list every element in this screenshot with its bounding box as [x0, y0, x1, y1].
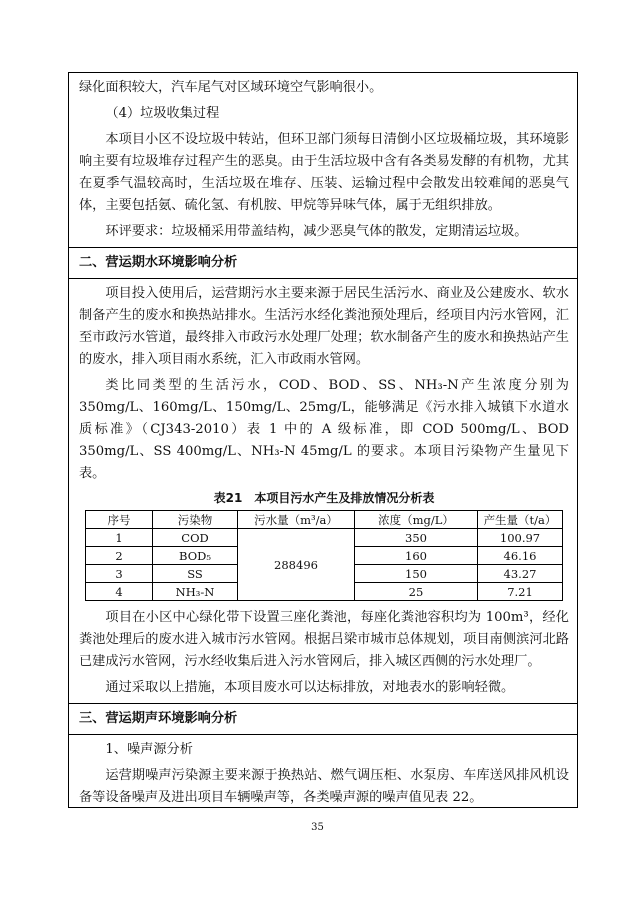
- table-header: 产生量（t/a）: [478, 511, 563, 529]
- table-cell: 46.16: [478, 547, 563, 565]
- page-number: 35: [311, 822, 324, 833]
- page-frame: [68, 72, 578, 808]
- section-heading-water: 二、营运期水环境影响分析: [79, 255, 238, 270]
- paragraph: 运营期噪声污染源主要来源于换热站、燃气调压柜、水泵房、车库送风排风机设备等设备噪声及进出项目车辆噪声等，各类噪声源的噪声值见表 22。: [79, 768, 569, 805]
- table-cell: 7.21: [478, 583, 563, 601]
- section-heading-noise: 三、营运期声环境影响分析: [79, 711, 238, 726]
- table-header: 浓度（mg/L）: [355, 511, 478, 529]
- table-cell: COD: [153, 529, 238, 547]
- table-header: 序号: [86, 511, 153, 529]
- paragraph: 本项目小区不设垃圾中转站，但环卫部门须每日清倒小区垃圾桶垃圾，其环境影响主要有垃圾堆存过程产生的恶臭。由于生活垃圾中含有各类易发酵的有机物，尤其在夏季气温较高时，生活垃圾在堆存、压装、运输过程中会散发出较难闻的恶臭气体，主要包括氨、硫化氢、有机胺、甲烷等异味气体，属于无组织排放。: [79, 132, 569, 213]
- paragraph: 类比同类型的生活污水，COD、BOD、SS、NH₃-N产生浓度分别为350mg/L、160mg/L、150mg/L、25mg/L，能够满足《污水排入城镇下水道水质标准》（CJ343-2010）表 1 中的 A 级标准，即 COD 500mg/L、BOD 350mg/L、SS 400mg/L、NH₃-N 45mg/L 的要求。本项目污染物产生量见下表。: [79, 378, 569, 481]
- table-cell: 160: [355, 547, 478, 565]
- table-header: 污水量（m³/a）: [238, 511, 355, 529]
- table-row: [86, 529, 563, 547]
- table-cell: 100.97: [478, 529, 563, 547]
- table-cell: 3: [86, 565, 153, 583]
- paragraph: 项目投入使用后，运营期污水主要来源于居民生活污水、商业及公建废水、软水制备产生的废水和换热站排水。生活污水经化粪池预处理后，经项目内污水管网，汇至市政污水管道，最终排入市政污水处理厂处理；软水制备产生的废水和换热站产生的废水，排入项目雨水系统，汇入市政雨水管网。: [79, 286, 569, 367]
- table-cell: 1: [86, 529, 153, 547]
- table-cell: 350: [355, 529, 478, 547]
- subheading-noise-source: 1、噪声源分析: [105, 742, 193, 757]
- table-cell: NH₃-N: [153, 583, 238, 601]
- paragraph: 通过采取以上措施，本项目废水可以达标排放，对地表水的影响轻微。: [105, 680, 515, 695]
- page-content: [79, 77, 569, 813]
- table-cell: BOD₅: [153, 547, 238, 565]
- table-cell: SS: [153, 565, 238, 583]
- table-cell: 4: [86, 583, 153, 601]
- table-cell: 25: [355, 583, 478, 601]
- table-header-row: [86, 511, 563, 529]
- subheading-garbage: （4）垃圾收集过程: [105, 106, 220, 121]
- divider: [69, 734, 577, 735]
- table-cell-wastewater: 288496: [238, 529, 355, 601]
- paragraph: 项目在小区中心绿化带下设置三座化粪池，每座化粪池容积均为 100m³，经化粪池处理后的废水进入城市污水管网。根据吕梁市城市总体规划，项目南侧滨河北路已建成污水管网，污水经收集后进入污水管网后，排入城区西侧的污水处理厂。: [79, 610, 569, 669]
- paragraph: 绿化面积较大，汽车尾气对区域环境空气影响很小。: [79, 80, 383, 95]
- divider: [69, 247, 577, 248]
- divider: [69, 703, 577, 704]
- divider: [69, 278, 577, 279]
- table-cell: 2: [86, 547, 153, 565]
- table-header: 污染物: [153, 511, 238, 529]
- table-caption: 表21 本项目污水产生及排放情况分析表: [213, 491, 435, 505]
- paragraph: 环评要求：垃圾桶采用带盖结构，减少恶臭气体的散发，定期清运垃圾。: [105, 224, 528, 239]
- wastewater-table: [85, 510, 563, 601]
- table-cell: 43.27: [478, 565, 563, 583]
- table-cell: 150: [355, 565, 478, 583]
